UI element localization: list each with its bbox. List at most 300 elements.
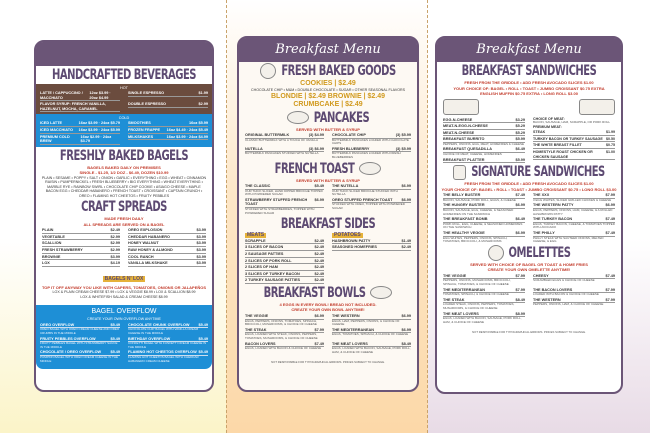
item-price: $2.99 bbox=[110, 241, 120, 246]
meats-label: MEATS bbox=[247, 232, 265, 239]
item-description: BUTTERMILK PANCAKES STUFFED WITH NUTELLA bbox=[245, 151, 319, 156]
item-price: $2.49 bbox=[110, 228, 120, 233]
spread-item bbox=[42, 247, 120, 254]
beverages-title: HANDCRAFTED BEVERAGES bbox=[51, 67, 197, 84]
premium-meat-item bbox=[533, 143, 615, 149]
sides-title: BREAKFAST SIDES bbox=[280, 217, 376, 233]
bowl-item bbox=[245, 313, 324, 327]
omelette-item bbox=[533, 287, 615, 297]
item-price: $5.49 bbox=[314, 184, 324, 189]
pancake-item bbox=[332, 132, 411, 146]
item-price: $2.49 bbox=[314, 271, 324, 276]
item-name: THE WESTERN bbox=[332, 313, 360, 318]
item-description: PEPPERS, ONIONS, MUSHROOMS, BROCCOLI, SPINACH, TOMATOES, & CHOICE OF CHEESE bbox=[443, 278, 511, 286]
item-name: BROWNIE bbox=[42, 254, 61, 259]
omelette-item bbox=[443, 311, 525, 325]
item-description: CHOICE OF MEAT, CHEESE, HOMEFRIES bbox=[443, 152, 502, 157]
item-price: $3.99 bbox=[196, 234, 206, 239]
premium-meat-item bbox=[533, 150, 615, 160]
item-name: THE HUNGRY BUSTER bbox=[443, 203, 485, 208]
meat-choice-desc: BACON, SAUSAGE, HAM, SCRAPPLE, OR PORK ROLL bbox=[533, 120, 611, 125]
item-description: EGGS, PEPPERS, ONIONS, HAM, CHEESE, & A ROLLED HASHBROWN PATTY bbox=[533, 208, 613, 216]
item-name: SEASONED HOMEFRIES bbox=[332, 245, 377, 250]
item-name: BIRTHDAY OVERFLOW bbox=[128, 336, 171, 341]
item-name: DOUBLE ESPRESSO bbox=[128, 102, 166, 107]
item-description: FRUITY PEBBLES BAGEL WITH STRAWBERRY SAUCE IN THE MIDDLE bbox=[40, 341, 118, 349]
item-price: $5.49 bbox=[110, 336, 120, 341]
french-toast-illustration-icon bbox=[359, 162, 381, 175]
french-toast-item bbox=[332, 183, 411, 197]
item-price: $7.99 bbox=[515, 273, 525, 278]
item-description: OUR THICK SLICED, HAND DIPPED BRIOCHE TOPPED WITH POWDERED SUGAR bbox=[245, 188, 323, 197]
item-description: EGGS, LOADED WITH STEAK, ONIONS, PEPPERS, TOMATOES, MUSHROOMS, & CHOICE OF CHEESE bbox=[245, 332, 318, 340]
french-toast-title: FRENCH TOAST bbox=[274, 161, 355, 177]
bowl-illustration-icon bbox=[370, 286, 392, 299]
item-price: $5.29 bbox=[515, 130, 525, 135]
item-name: THE VEGGIE bbox=[245, 313, 269, 318]
item-description: BACON, SAUSAGE, PORK ROLL, EGGS, & CHEESE bbox=[443, 197, 516, 202]
baked-goods-title: FRESH BAKED GOODS bbox=[281, 63, 396, 80]
item-price: $2.49 bbox=[314, 252, 324, 256]
item-price: $1.00 bbox=[606, 150, 615, 155]
item-name: RAW HONEY & ALMOND bbox=[128, 248, 173, 253]
omelettes-title: OMELETTES bbox=[508, 245, 571, 261]
item-price: (3) $6.99 bbox=[308, 146, 324, 151]
lox-subtitle: TOP IT OFF ANYWAY YOU LIKE WITH CAPERS, TOMATOES, ONIONS OR JALAPEÑOS bbox=[41, 284, 207, 290]
item-price: $6.99 bbox=[515, 203, 525, 208]
bagels-title: FRESHLY BAKED BAGELS bbox=[59, 148, 189, 164]
hot-beverage-item bbox=[40, 101, 120, 112]
item-description: CONFETTI BAGEL WITH FUNFETTI CREAM CHEESE IN THE MIDDLE bbox=[128, 341, 207, 349]
item-name: NUTELLA bbox=[245, 146, 263, 151]
item-name: VANILLA MILKSHAKE bbox=[128, 261, 168, 266]
item-name: SCALLION bbox=[42, 241, 62, 246]
item-name: THE CLASSIC bbox=[245, 184, 271, 189]
hot-label: HOT bbox=[119, 86, 128, 90]
crumbcake-price: CRUMBCAKE | $2.49 bbox=[293, 100, 363, 108]
item-name: THE BACON LOVERS bbox=[533, 287, 573, 292]
lox-title: BAGELS N' LOX bbox=[104, 275, 144, 282]
bagel-overflow-section bbox=[36, 305, 212, 369]
breakfast-menu-panel-middle bbox=[237, 36, 419, 392]
item-price: 16oz $3.99 · 24oz $4.99 bbox=[166, 134, 208, 139]
item-description: PUMPKIN BAGEL WITH OREO CREAM CHEESE IN THE MIDDLE bbox=[40, 354, 119, 363]
item-description: OREO BAGEL WITH OREO CREAM CHEESE AND OREO CRUMBS IN THE MIDDLE bbox=[40, 327, 120, 335]
item-name: 2 SLICES OF PORK ROLL bbox=[245, 258, 292, 263]
item-description: PHILLY STEAK WITH SAUTEED ONIONS, MELTED CHEESE, & EGG bbox=[533, 235, 604, 244]
item-name: EGG-N-CHEESE bbox=[443, 117, 473, 122]
meat-side-item bbox=[245, 278, 324, 284]
item-price: $1.99 bbox=[198, 91, 208, 95]
breakfast-sandwich-item bbox=[443, 118, 525, 124]
item-price: $6.99 bbox=[401, 313, 411, 318]
signature-sandwich-item bbox=[533, 230, 615, 244]
breakfast-sandwich-item bbox=[443, 124, 525, 130]
spread-item bbox=[42, 227, 120, 234]
item-name: FRUITY PEBBLES OVERFLOW bbox=[40, 336, 96, 341]
item-name: OREO OVERFLOW bbox=[40, 322, 75, 327]
item-name: COOL RANCH bbox=[128, 254, 154, 259]
item-name: CHOCOLATE CHUNK OVERFLOW bbox=[128, 322, 190, 327]
item-name: MILKSHAKES bbox=[128, 134, 154, 139]
item-price: $8.49 bbox=[515, 297, 525, 302]
panel-header: Breakfast Menu bbox=[437, 38, 621, 62]
item-name: CHEESY bbox=[533, 273, 549, 278]
item-name: SINGLE ESPRESSO bbox=[128, 91, 165, 95]
item-description: EGGS, TURKEY BACON, CHEESE, & TOMATOES TOPPED WITH AVOCADO bbox=[533, 221, 615, 230]
premium-meat-label: PREMIUM MEAT: bbox=[533, 124, 562, 129]
item-price: (3) $5.99 bbox=[395, 146, 411, 151]
item-name: FRESH BLUEBERRY bbox=[332, 146, 370, 151]
item-price: 16oz $5.99 bbox=[189, 121, 208, 126]
item-name: LATTE / CAPPUCCINO / MACCHIATO bbox=[40, 91, 83, 100]
omelettes-subtitle: SERVED WITH CHOICE OF BAGEL OR TOAST & HOME FRIES bbox=[470, 261, 588, 267]
spread-item bbox=[128, 260, 206, 267]
item-name: CHEDDAR HABANERO bbox=[128, 234, 170, 239]
item-name: THE VEGGIE bbox=[443, 273, 467, 278]
hot-beverage-item bbox=[128, 101, 208, 112]
item-price: $3.99 bbox=[196, 261, 206, 266]
item-name: MEAT-N-CHEESE bbox=[443, 130, 475, 135]
item-name: HONEY WALNUT bbox=[128, 241, 159, 246]
item-name: THE MEDITERRANEAN bbox=[443, 287, 485, 292]
item-name: THE HEALTHY VEGGIE bbox=[443, 231, 485, 235]
item-price: $2.99 bbox=[198, 102, 208, 107]
item-price: $7.49 bbox=[605, 273, 615, 278]
cookie-flavors: CHOCOLATE CHIP • M&M • DOUBLE CHOCOLATE • SUGAR • OTHER SEASONAL FLAVORS bbox=[251, 88, 405, 92]
item-description: 3 EGG WHITES, SLICED GRILLED CHICKEN & CHEESE bbox=[533, 197, 612, 202]
sig-subtitle-2: YOUR CHOICE OF: BAGEL • ROLL • TOAST • JUMBO CROISSANT $0.75 • LONG ROLL $3.00 bbox=[441, 186, 617, 192]
item-name: PLAIN bbox=[42, 228, 54, 233]
item-name: THE STEAK bbox=[443, 297, 465, 302]
beverages-bagels-panel bbox=[34, 40, 214, 392]
item-price: $7.49 bbox=[515, 193, 525, 198]
item-price: $7.99 bbox=[605, 297, 615, 302]
item-price: $3.99 bbox=[110, 254, 120, 259]
item-price: $6.99 bbox=[401, 197, 411, 202]
spread-item bbox=[42, 240, 120, 247]
blondie-brownie-price: BLONDIE | $2.49 BROWNIE | $2.49 bbox=[270, 92, 385, 100]
item-name: BREAKFAST QUESADILLA bbox=[443, 147, 492, 152]
sig-subtitle-1: FRESH FROM THE GRIDDLE • ADD FRESH AVOCADO SLICES $1.00 bbox=[464, 181, 594, 187]
potato-side-item bbox=[332, 245, 411, 251]
item-description: BUTTERMILK PANCAKES LOADED WITH FRESH BLUEBERRIES bbox=[332, 151, 401, 159]
french-toast-item bbox=[332, 197, 411, 215]
bagels-subtitle: BAGELS BAKED DAILY ON PREMISES bbox=[87, 164, 161, 170]
signature-sandwich-item bbox=[443, 230, 525, 244]
item-price: $5.49 bbox=[198, 322, 208, 327]
pancake-item bbox=[245, 146, 324, 160]
premium-meat-item bbox=[533, 130, 615, 136]
item-description: SCRAMBLED EGGS & CHOICE OF CHEESE bbox=[533, 278, 595, 283]
item-description: EGG WHITES, PEPPERS, ONIONS, SPINACH, TOMATOES, BROCCOLI, & MUSHROOMS bbox=[443, 235, 508, 244]
item-name: THE WHITE BREAST FILLET bbox=[533, 143, 582, 148]
cold-beverage-item bbox=[40, 134, 120, 145]
item-price: $3.99 bbox=[196, 254, 206, 259]
spreads-title: CRAFT SPREADS bbox=[81, 200, 167, 216]
toast-illustration-icon bbox=[453, 165, 466, 180]
item-name: BREAKFAST PLATTER bbox=[443, 157, 485, 162]
item-name: VEGETABLE bbox=[42, 234, 65, 239]
item-price: $5.99 bbox=[515, 137, 525, 142]
item-name: THE MEDITERRANEAN bbox=[332, 327, 374, 332]
item-price: $5.49 bbox=[110, 322, 120, 327]
spreads-note: ALL SPREADS ARE SERVED ON A BAGEL bbox=[83, 221, 165, 227]
item-name: THE WESTERN bbox=[533, 297, 561, 302]
meat-side-item bbox=[245, 272, 324, 278]
meat-side-item bbox=[245, 245, 324, 251]
item-price: $6.99 bbox=[314, 313, 324, 318]
item-price: $3.99 bbox=[196, 241, 206, 246]
hot-beverage-item bbox=[128, 90, 208, 101]
bagels-prices: SINGLE - $1.25, 1/2 DOZ - $6.49, DOZEN $10.99 bbox=[79, 170, 169, 176]
item-price: $7.49 bbox=[605, 231, 615, 235]
pancakes-title: PANCAKES bbox=[313, 110, 370, 126]
omelette-item bbox=[533, 297, 615, 311]
item-price: 16oz $4.49 · 24oz $5.49 bbox=[166, 127, 208, 132]
item-name: THE XXX bbox=[533, 193, 550, 198]
item-description: TOMATOES, SPINACH, & CHOICE OF CHEESE bbox=[443, 292, 509, 297]
lox-line-1: LOX & PLAIN CREAM CHEESE $7.99 • LOX & VEGGIE $8.99 • LOX & SCALLION $8.99 bbox=[52, 290, 196, 295]
spread-item bbox=[128, 240, 206, 247]
bowl-item bbox=[332, 327, 411, 341]
item-price: $5.49 bbox=[110, 350, 120, 355]
item-description: EGGS, PEPPERS, ONIONS, TOMATOES, SPINACH, BROCCOLI, MUSHROOMS, & CHOICE OF CHEESE bbox=[245, 318, 317, 327]
breakfast-sandwich-item bbox=[443, 131, 525, 137]
item-description: CHOCOLATE CHIP BAGEL WITH VANILLA CREAM CHEESE IN THE MIDDLE bbox=[128, 327, 199, 335]
item-description: OUR THICK SLICED BRIOCHE STUFFED WITH NUTELLA bbox=[332, 188, 398, 197]
item-price: $2.49 bbox=[314, 245, 324, 250]
item-description: STUFFED WITH OREO, TOPPED WITH POWDERED SUGAR bbox=[332, 202, 405, 211]
spread-item bbox=[42, 260, 120, 267]
item-price: $5.99 bbox=[515, 157, 525, 162]
french-toast-item bbox=[245, 183, 324, 197]
item-price: $6.99 bbox=[401, 184, 411, 189]
bs-subtitle-2: YOUR CHOICE OF: BAGEL • ROLL • TOAST • JUMBO CROISSANT $0.75 EXTRA bbox=[453, 85, 605, 91]
spread-item bbox=[42, 254, 120, 261]
item-name: FLAVOR SYRUP: FRENCH VANILLA, HAZELNUT, MOCHA, CARAMEL bbox=[40, 102, 106, 111]
item-description: FLAMING HOT CHEETOS BAGEL WITH CHEDDAR HABANERO CREAM CHEESE bbox=[128, 354, 199, 363]
cold-label: COLD bbox=[118, 116, 130, 121]
item-description: BUTTERMILK PANCAKES LOADED WITH CHOCOLATE CHIPS bbox=[332, 137, 409, 146]
item-name: HASHBROWN PATTY bbox=[332, 238, 371, 243]
item-price: 16oz $3.99 · 24oz $5.99 bbox=[78, 127, 120, 132]
item-description: PEPPERS, ONIONS, HAM, & CHOICE OF CHEESE bbox=[533, 302, 604, 307]
bowls-note: CREATE YOUR OWN BOWL ANYTIME! bbox=[291, 307, 365, 313]
item-name: PREMIUM COLD BREW bbox=[40, 134, 70, 144]
overflow-item bbox=[40, 322, 120, 336]
item-price: $6.99 bbox=[605, 203, 615, 208]
item-name: FLAMING HOT CHEETOS OVERFLOW bbox=[128, 350, 197, 355]
item-description: EGGS, TOMATOES, SPINACH, & CHOICE OF CHEESE bbox=[332, 332, 409, 337]
panel-header: Breakfast Menu bbox=[239, 38, 417, 62]
pancake-item bbox=[245, 132, 324, 146]
item-price: $5.49 bbox=[198, 336, 208, 341]
item-name: CHOCOLATE CHIP bbox=[332, 133, 366, 137]
item-name: SMOOTHIES bbox=[128, 121, 151, 126]
omelette-item bbox=[443, 273, 525, 287]
overflow-item bbox=[128, 336, 208, 350]
bowl-item bbox=[245, 341, 324, 355]
item-price: $6.99 bbox=[314, 197, 324, 202]
item-name: THE PHILLY bbox=[533, 231, 555, 235]
pancake-item bbox=[332, 146, 411, 160]
item-price: $6.49 bbox=[515, 217, 525, 222]
bowl-item bbox=[245, 327, 324, 341]
item-name: 3 SLICES OF BACON bbox=[245, 245, 284, 250]
item-price: (3) $4.99 bbox=[308, 133, 324, 137]
breakfast-sandwich-item bbox=[443, 158, 525, 164]
breakfast-menu-panel-right bbox=[435, 36, 623, 394]
bowl-item bbox=[332, 313, 411, 327]
signature-sandwich-item bbox=[443, 216, 525, 230]
overflow-title: BAGEL OVERFLOW bbox=[91, 308, 157, 316]
cookies-price: COOKIES | $2.49 bbox=[300, 80, 356, 87]
item-price: $3.29 bbox=[515, 117, 525, 122]
item-description: CLASSIC BUTTERMILK WITH A TOUCH OF VANILLA bbox=[245, 137, 319, 142]
item-description: EGGS, HAM, PEPPERS, ONIONS, & CHOICE OF CHEESE bbox=[332, 318, 400, 327]
item-name: LOX bbox=[42, 261, 50, 266]
item-price: $2.49 bbox=[314, 278, 324, 283]
item-price: $7.49 bbox=[605, 217, 615, 222]
item-name: CHOCOLATE / OREO OVERFLOW bbox=[40, 350, 102, 355]
footer-disclaimer: NOT RESPONSIBLE FOR TYPOGRAPHICAL ERRORS. PRICES SUBJECT TO CHANGE. bbox=[472, 330, 586, 335]
item-price: $1.49 bbox=[401, 238, 411, 243]
bowls-title: BREAKFAST BOWLS bbox=[263, 285, 366, 302]
item-name: FRESH STRAWBERRY bbox=[42, 248, 83, 253]
pancakes-illustration-icon bbox=[287, 111, 309, 124]
item-price: $5.29 bbox=[515, 124, 525, 129]
item-price: $6.49 bbox=[515, 147, 525, 152]
bowls-subtitle: 4 EGGS IN EVERY BOWL! BREAD NOT INCLUDED. bbox=[279, 301, 377, 307]
hot-beverages-section bbox=[36, 84, 212, 114]
bs-subtitle-3: ENGLISH MUFFIN $0.75 EXTRA • LONG ROLL $3.00 bbox=[480, 91, 578, 96]
item-name: ICED LATTE bbox=[40, 121, 63, 126]
potatoes-label: POTATOES bbox=[334, 232, 361, 239]
item-price: $7.49 bbox=[314, 341, 324, 346]
item-name: THE STEAK bbox=[245, 327, 267, 332]
sandwich-illustration-icon bbox=[579, 99, 615, 115]
item-price: $6.99 bbox=[401, 327, 411, 332]
item-price: $2.49 bbox=[401, 245, 411, 250]
item-price: $8.99 bbox=[515, 311, 525, 316]
sandwich-illustration-icon bbox=[443, 99, 479, 115]
item-name: BREAKFAST BURRITO bbox=[443, 137, 485, 142]
item-price: 16oz $2.99 · 24oz $3.79 bbox=[80, 134, 112, 144]
omelette-item bbox=[443, 297, 525, 311]
cold-beverage-item bbox=[128, 134, 208, 145]
lox-line-2: LOX & WHITEFISH SALAD & CREAM CHEESE $8.99 bbox=[80, 294, 168, 299]
item-price: $2.49 bbox=[314, 238, 324, 243]
spread-item bbox=[128, 234, 206, 241]
spread-item bbox=[42, 234, 120, 241]
item-description: EGGS, LOADED WITH BACON, SAUSAGE, PORK ROLL, HAM, & CHOICE OF CHEESE bbox=[332, 346, 411, 354]
omelette-item bbox=[533, 273, 615, 287]
meat-side-item bbox=[245, 259, 324, 265]
item-name: 2 SLICES OF HAM bbox=[245, 265, 278, 270]
item-price: (3) $5.99 bbox=[395, 133, 411, 137]
item-price: $6.99 bbox=[515, 231, 525, 235]
item-name: FROZEN FRAPPE bbox=[128, 127, 161, 132]
breakfast-sandwiches-title: BREAKFAST SANDWICHES bbox=[461, 63, 597, 80]
item-name: HOMESTYLE ROAST CHICKEN OR CHICKEN SAUSAGE bbox=[533, 150, 593, 159]
hot-beverage-item bbox=[40, 90, 120, 101]
item-price: $8.49 bbox=[401, 341, 411, 346]
item-price: 12oz $3.99 · 20oz $4.99 bbox=[89, 91, 111, 100]
item-name: BACON LOVERS bbox=[245, 341, 276, 346]
item-price: $7.99 bbox=[515, 287, 525, 292]
panel-header bbox=[36, 42, 212, 66]
item-name: THE TURKEY BACON bbox=[533, 217, 573, 222]
overflow-item bbox=[40, 349, 120, 363]
item-name: TURKEY BACON OR TURKEY SAUSAGE bbox=[533, 136, 603, 141]
signature-sandwich-item bbox=[443, 202, 525, 216]
overflow-subtitle: CREATE YOUR OWN OVERFLOW ANYTIME bbox=[87, 317, 161, 322]
item-price: $7.99 bbox=[605, 193, 615, 198]
item-price: $7.99 bbox=[605, 287, 615, 292]
overflow-item bbox=[128, 322, 208, 336]
meat-side-item bbox=[245, 252, 324, 258]
overflow-item bbox=[40, 336, 120, 350]
item-name: SCRAPPLE bbox=[245, 238, 266, 243]
item-price: $2.99 bbox=[110, 234, 120, 239]
item-price: $0.75 bbox=[606, 143, 615, 148]
french-toast-subtitle: SERVED WITH BUTTER & SYRUP bbox=[296, 177, 360, 183]
item-price: $2.49 bbox=[314, 265, 324, 270]
signature-sandwich-item bbox=[443, 192, 525, 202]
french-toast-item bbox=[245, 197, 324, 215]
item-price: $4.19 bbox=[110, 261, 120, 266]
item-name: OREO STUFFED FRENCH TOAST bbox=[332, 197, 393, 202]
item-name: 2 TURKEY SAUSAGE PATTIES bbox=[245, 278, 301, 283]
meat-side-item bbox=[245, 265, 324, 271]
item-description: PORK ROLL, EGG, CHEESE, & SEASONED HOMEFRIES ON THE SANDWICH bbox=[443, 221, 523, 230]
item-description: LOADED WITH BACON & CHOICE OF CHEESE bbox=[533, 292, 599, 297]
cold-beverages-section bbox=[36, 114, 212, 146]
spread-item bbox=[128, 227, 206, 234]
premium-meat-item bbox=[533, 137, 615, 143]
item-name: THE NUTELLA bbox=[332, 184, 359, 189]
item-description: LOADED STEAK, ONIONS, PEPPERS, TOMATOES, MUSHROOMS, & CHOICE OF CHEESE bbox=[443, 302, 515, 310]
item-description: PEPPERS, ONIONS, EGG, MEAT, HOMEFRIES & CHEESE bbox=[443, 141, 524, 146]
overflow-item bbox=[128, 349, 208, 363]
spreads-subtitle: MADE FRESH DAILY bbox=[104, 216, 144, 222]
item-name: MEAT-N-EGG-N-CHEESE bbox=[443, 124, 488, 129]
spread-item bbox=[128, 247, 206, 254]
cold-beverage-item bbox=[128, 127, 208, 134]
item-description: BACON, SAUSAGE, EGG, CHEESE, & SEASONED HOMEFRIES ON THE SANDWICH bbox=[443, 208, 514, 216]
item-price: $7.99 bbox=[314, 327, 324, 332]
item-name: 3 SLICES OF TURKEY BACON bbox=[245, 271, 300, 276]
signature-sandwich-item bbox=[533, 216, 615, 230]
signature-sandwich-item bbox=[533, 202, 615, 216]
item-name: STRAWBERRY STUFFED FRENCH TOAST bbox=[245, 197, 308, 207]
cold-beverage-item bbox=[128, 120, 208, 127]
item-price: $5.49 bbox=[198, 350, 208, 355]
item-price: $1.99 bbox=[606, 130, 615, 135]
item-description: EGGS, LOADED WITH BACON & CHOICE OF CHEESE bbox=[245, 346, 322, 351]
omelettes-note: CREATE YOUR OWN OMELETTE ANYTIME! bbox=[487, 267, 571, 273]
item-name: ORIGINAL BUTTERMILK bbox=[245, 133, 290, 137]
item-name: 2 SAUSAGE PATTIES bbox=[245, 252, 284, 256]
item-price: $2.99 bbox=[110, 248, 120, 253]
item-price: 16oz $3.99 · 24oz $5.79 bbox=[78, 121, 120, 126]
item-name: ICED MACCHIATO bbox=[40, 127, 73, 132]
signature-sandwiches-title: SIGNATURE SANDWICHES bbox=[471, 165, 605, 181]
item-name: OREO EXPLOSION bbox=[128, 228, 163, 233]
spread-item bbox=[128, 254, 206, 261]
item-description: STUFFED WITH STRAWBERRIES, TOPPED WITH POWDERED SUGAR bbox=[245, 207, 315, 215]
